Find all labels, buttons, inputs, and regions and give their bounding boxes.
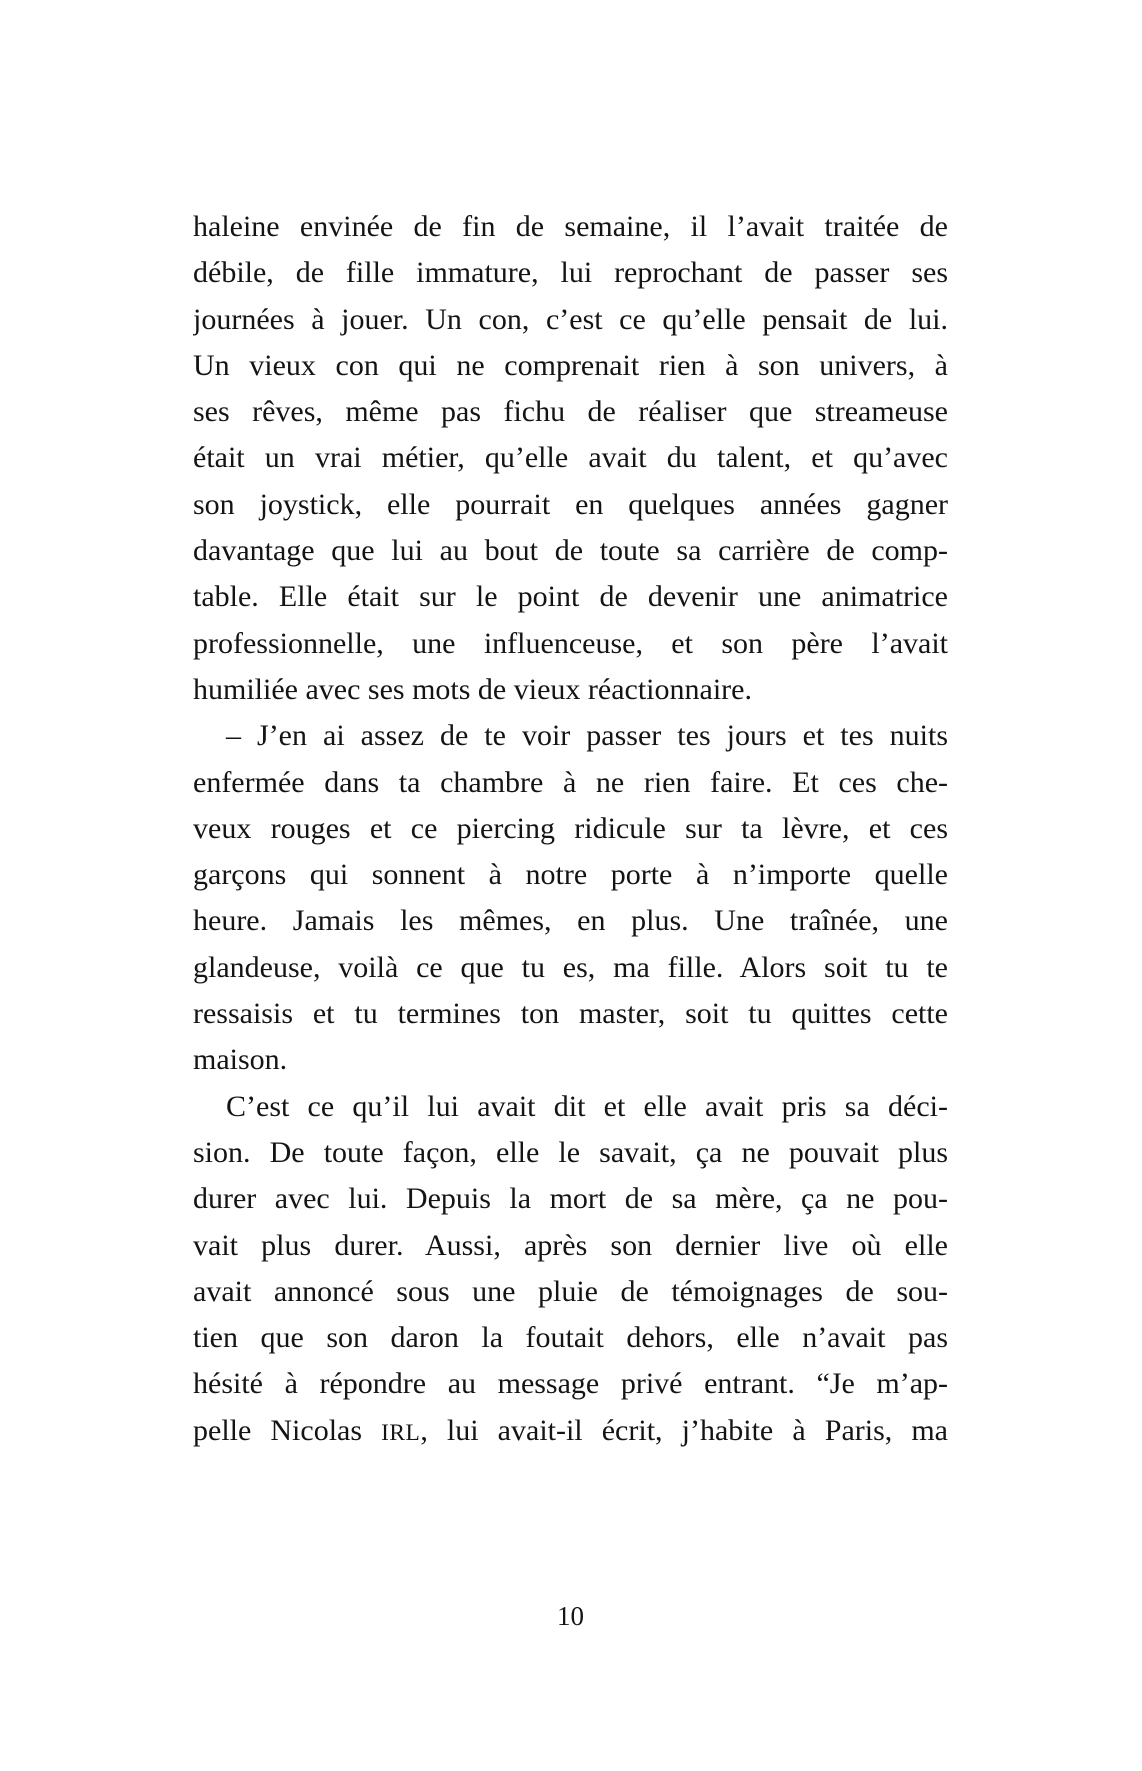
text-line: sion. De toute façon, elle le savait, ça ne pouvait plus (193, 1135, 948, 1169)
text-line: son joystick, elle pourrait en quelques années gagner (193, 487, 948, 521)
text-line: vait plus durer. Aussi, après son dernier live où elle (193, 1228, 948, 1262)
text-line: durer avec lui. Depuis la mort de sa mère, ça ne pou- (193, 1182, 948, 1216)
text-line: glandeuse, voilà ce que tu es, ma fille. Alors soit tu te (193, 950, 948, 984)
text-line: maison. (193, 1043, 288, 1077)
page-number: 10 (557, 1601, 584, 1631)
text-line: était un vrai métier, qu’elle avait du talent, et qu’avec (193, 441, 948, 475)
text-line: – J’en ai assez de te voir passer tes jours et tes nuits (226, 719, 948, 753)
text-line: avait annoncé sous une pluie de témoignages de sou- (193, 1274, 948, 1308)
text-block (193, 204, 948, 1454)
smallcaps-text: IRL (381, 1419, 421, 1446)
text-line: pelle Nicolas IRL, lui avait-il écrit, j’habite à Paris, ma (193, 1413, 948, 1447)
text-line: ressaisis et tu termines ton master, soit tu quittes cette (193, 997, 948, 1031)
text-line: haleine envinée de fin de semaine, il l’avait traitée de (193, 210, 948, 243)
text-line: hésité à répondre au message privé entrant. “Je m’ap- (193, 1367, 948, 1401)
text-line: enfermée dans ta chambre à ne rien faire. Et ces che- (193, 765, 948, 799)
text-line: heure. Jamais les mêmes, en plus. Une traînée, une (193, 904, 948, 938)
text-line: davantage que lui au bout de toute sa carrière de comp- (193, 534, 948, 568)
text-line: veux rouges et ce piercing ridicule sur ta lèvre, et ces (193, 811, 948, 845)
text-line: humiliée avec ses mots de vieux réactionnaire. (193, 672, 752, 706)
text-line: C’est ce qu’il lui avait dit et elle avait pris sa déci- (226, 1089, 948, 1123)
text-line: professionnelle, une influenceuse, et son père l’avait (193, 626, 948, 660)
text-line: débile, de fille immature, lui reprochant de passer ses (193, 256, 948, 290)
text-line: Un vieux con qui ne comprenait rien à son univers, à (193, 348, 948, 382)
text-line: garçons qui sonnent à notre porte à n’importe quelle (193, 858, 948, 892)
text-line: table. Elle était sur le point de devenir une animatrice (193, 580, 948, 614)
text-line: tien que son daron la foutait dehors, elle n’avait pas (193, 1321, 948, 1355)
text-line: journées à jouer. Un con, c’est ce qu’elle pensait de lui. (193, 302, 948, 336)
text-line: ses rêves, même pas fichu de réaliser que streameuse (193, 395, 948, 429)
